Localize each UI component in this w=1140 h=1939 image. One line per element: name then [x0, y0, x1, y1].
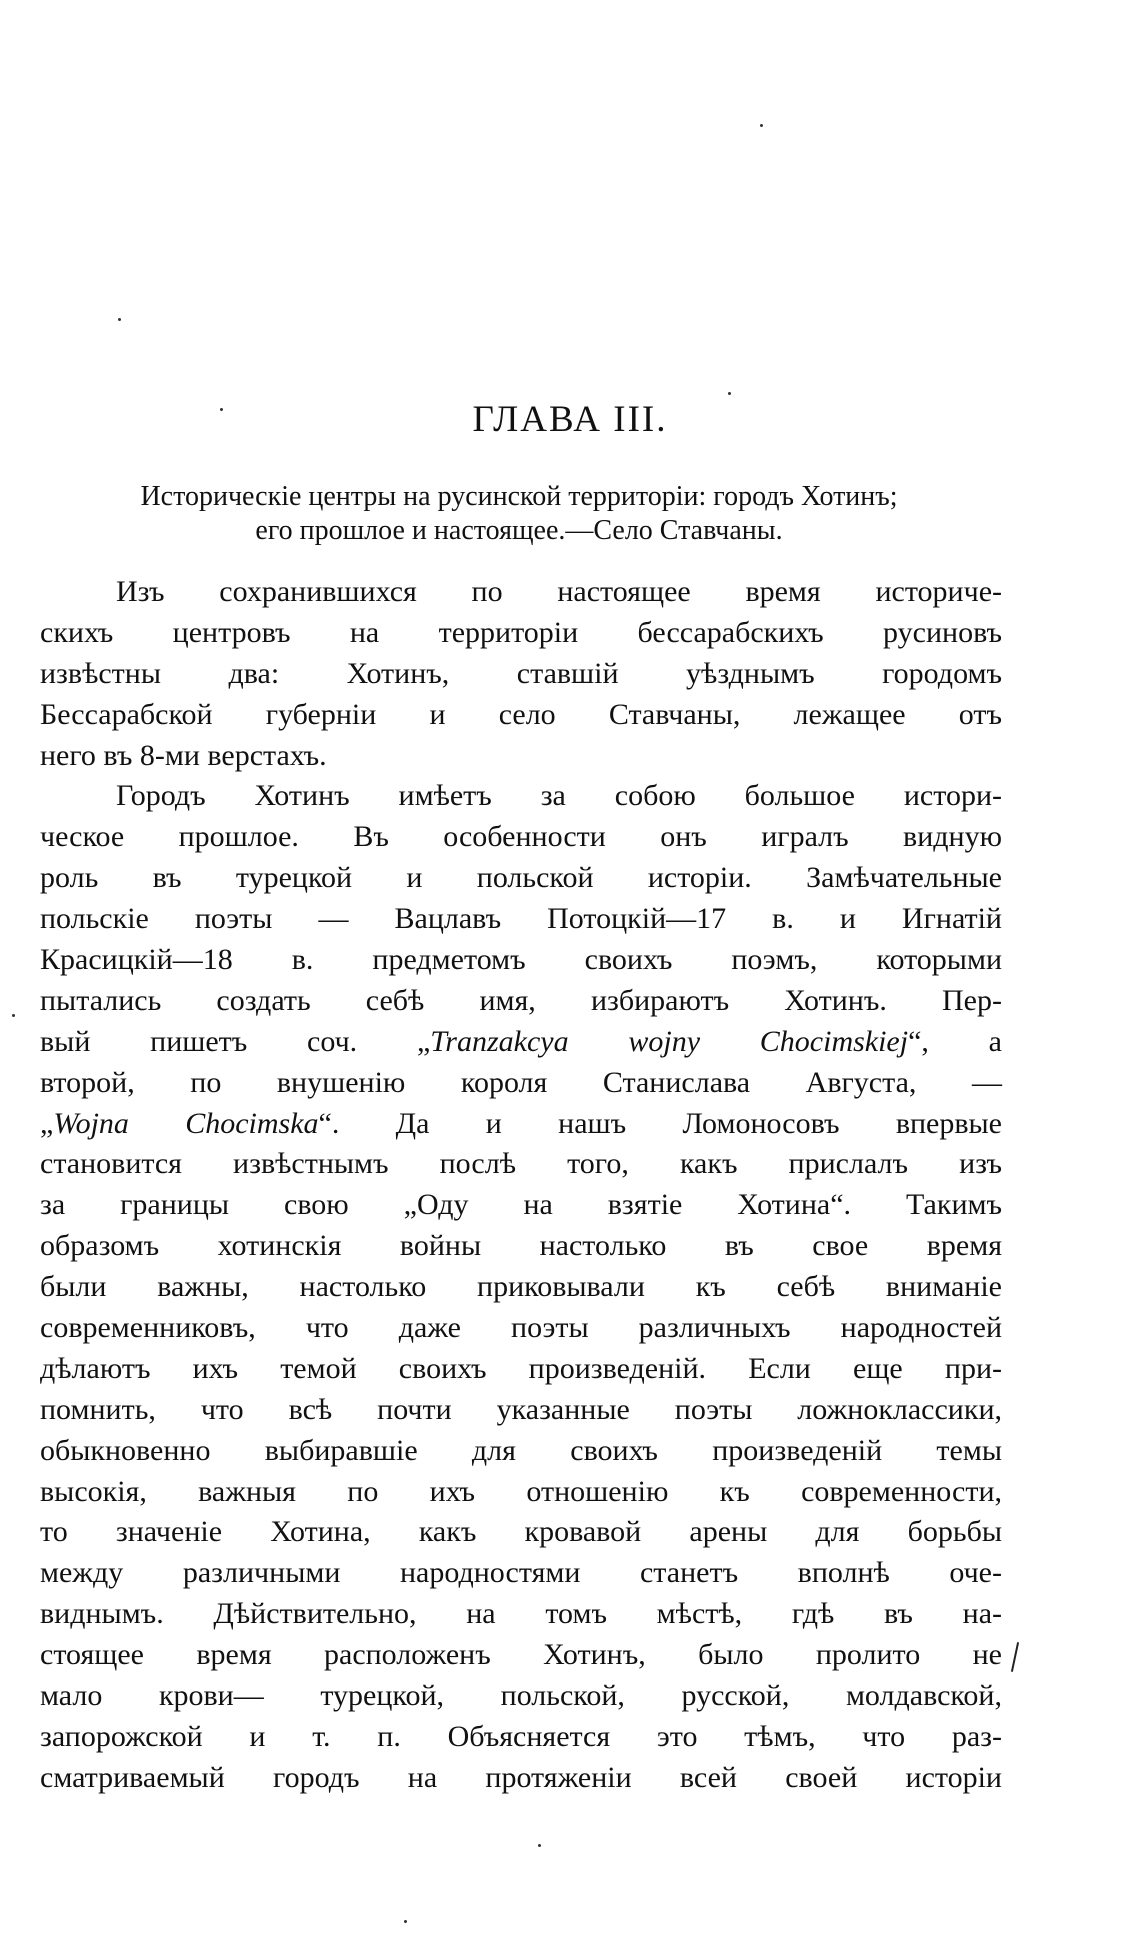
text-line: за границы свою „Оду на взятіе Хотина“. Такимъ	[40, 1188, 1002, 1222]
text-line: становится извѣстнымъ послѣ того, какъ прислалъ изъ	[40, 1147, 1002, 1181]
scan-speck	[12, 1014, 15, 1017]
text-line: мало крови— турецкой, польской, русской, молдавской,	[40, 1679, 1002, 1713]
italic-title: Tranzakcya wojny Chocimskiej	[430, 1024, 909, 1058]
margin-pencil-mark	[1011, 1642, 1019, 1672]
text-line: обыкновенно выбиравшіе для своихъ произведеній темы	[40, 1433, 1002, 1467]
text-line: дѣлаютъ ихъ темой своихъ произведеній. Если еще при-	[40, 1351, 1002, 1385]
subtitle-line: его прошлое и настоящее.—Село Ставчаны.	[255, 515, 783, 546]
text-line: пытались создать себѣ имя, избираютъ Хотинъ. Пер-	[40, 983, 1002, 1017]
text-line: польскіе поэты — Вацлавъ Потоцкій—17 в. и Игнатій	[40, 902, 1002, 936]
scan-speck	[404, 1920, 407, 1923]
text-line: второй, по внушенію короля Станислава Августа, —	[40, 1065, 1002, 1099]
text-line: ческое прошлое. Въ особенности онъ игралъ видную	[40, 820, 1002, 854]
text-line: стоящее время расположенъ Хотинъ, было пролито не	[40, 1638, 1002, 1672]
text-line: между различными народностями станетъ вполнѣ оче-	[40, 1556, 1002, 1590]
text-line: запорожской и т. п. Объясняется это тѣмъ, что раз-	[40, 1719, 1002, 1753]
text-line: высокія, важныя по ихъ отношенію къ современности,	[40, 1474, 1002, 1508]
text-line: современниковъ, что даже поэты различныхъ народностей	[40, 1311, 1002, 1345]
scan-speck	[760, 124, 763, 127]
text-line: Городъ Хотинъ имѣетъ за собою большое истори-	[116, 779, 1002, 813]
subtitle-line: Историческіе центры на русинской территоріи: городъ Хотинъ;	[140, 481, 898, 512]
text-line: Бессарабской губерніи и село Ставчаны, лежащее отъ	[40, 697, 1002, 731]
scan-speck	[728, 392, 731, 395]
text-line: него въ 8-ми верстахъ.	[40, 738, 327, 772]
text-line: сматриваемый городъ на протяженіи всей своей исторіи	[40, 1760, 1002, 1794]
scan-speck	[538, 1844, 541, 1847]
chapter-title: ГЛАВА III.	[472, 399, 668, 440]
text-line: образомъ хотинскія войны настолько въ свое время	[40, 1229, 1002, 1263]
text-line: Красицкій—18 в. предметомъ своихъ поэмъ, которыми	[40, 943, 1002, 977]
text-line: были важны, настолько приковывали къ себѣ вниманіе	[40, 1270, 1002, 1304]
text-line: „Wojna Chocimska“. Да и нашъ Ломоносовъ впервые	[40, 1106, 1003, 1140]
text-line: то значеніе Хотина, какъ кровавой арены для борьбы	[40, 1515, 1002, 1549]
text-line: помнить, что всѣ почти указанные поэты ложноклассики,	[40, 1392, 1002, 1426]
chapter-subtitle	[38, 480, 1000, 548]
italic-title: Wojna Chocimska	[53, 1106, 319, 1140]
text-line: Изъ сохранившихся по настоящее время историче-	[116, 575, 1002, 608]
text-line: вый пишетъ соч. „Tranzakcya wojny Chocimskiej“, а	[40, 1024, 1002, 1058]
scan-speck	[118, 318, 121, 321]
text-line: роль въ турецкой и польской исторіи. Замѣчательные	[40, 861, 1002, 895]
text-line: извѣстны два: Хотинъ, ставшій уѣзднымъ городомъ	[40, 656, 1002, 690]
text-line: скихъ центровъ на территоріи бессарабскихъ русиновъ	[40, 615, 1002, 649]
body-text	[40, 572, 1002, 1799]
text-line: виднымъ. Дѣйствительно, на томъ мѣстѣ, гдѣ въ на-	[40, 1597, 1002, 1631]
